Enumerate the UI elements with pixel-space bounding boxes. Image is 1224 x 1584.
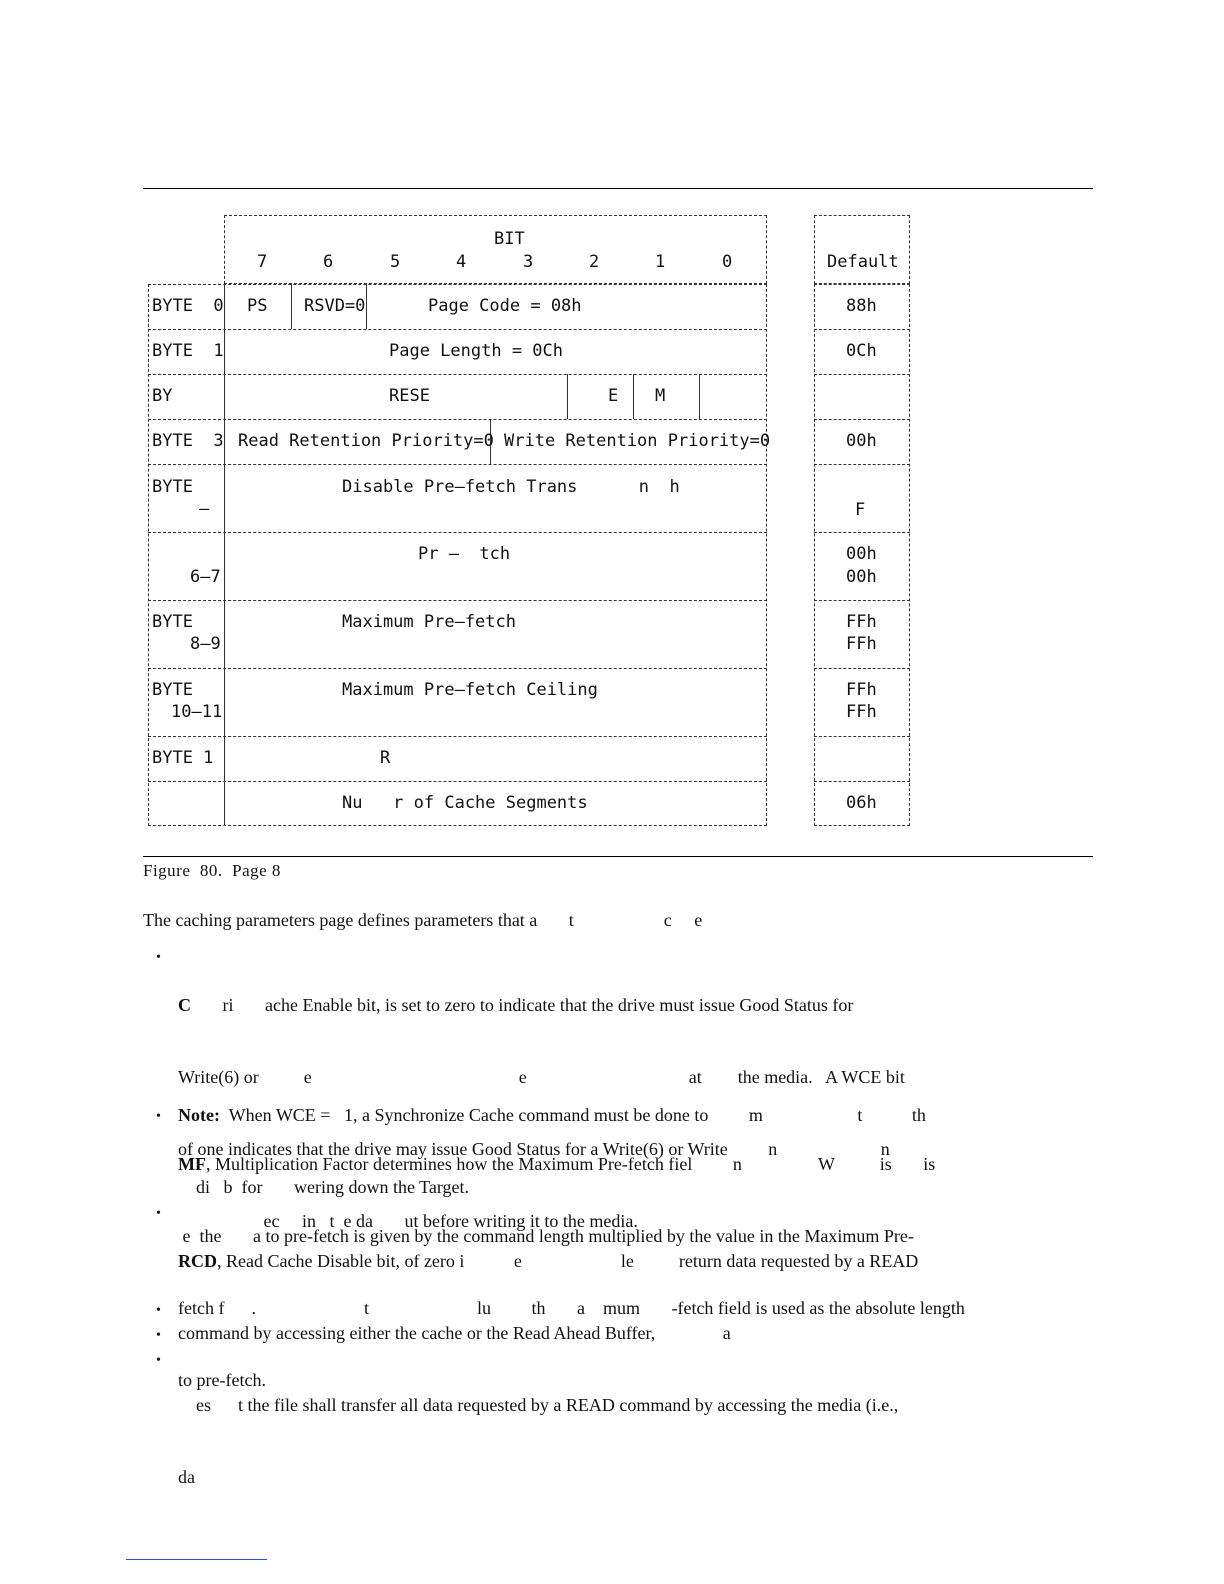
row-sep <box>814 781 910 782</box>
intro-paragraph: The caching parameters page defines parameters that a t c e <box>143 910 703 930</box>
bullet: • <box>156 1206 161 1221</box>
row-sep <box>148 374 767 375</box>
bit-5: 5 <box>390 252 401 272</box>
row-label: BY <box>152 386 173 406</box>
row-label-sub: 6—7 <box>190 567 221 587</box>
row-sep <box>814 736 910 737</box>
bit-7: 7 <box>257 252 268 272</box>
row-label: BYTE <box>152 680 193 700</box>
row-label: BYTE 0 <box>152 296 224 316</box>
cell-read-retention: Read Retention Priority=0 <box>238 431 494 451</box>
default-value: FFh <box>846 612 877 632</box>
row-sep <box>814 532 910 533</box>
default-header-box <box>814 215 910 284</box>
bit-header-box <box>224 215 767 284</box>
default-header: Default <box>827 252 899 272</box>
para-line: fetch f . t lu th a mum -fetch field is used as the absolute length <box>178 1298 965 1318</box>
para-line: , Multiplication Factor determines how the Maximum Pre-fetch fiel n W is is <box>205 1154 936 1174</box>
row-sep <box>814 464 910 465</box>
default-value: 00h <box>846 431 877 451</box>
figure-caption: Figure 80. Page 8 <box>143 861 281 880</box>
row-sep <box>148 781 767 782</box>
bullet: • <box>156 1303 161 1318</box>
row-label: BYTE 3 <box>152 431 224 451</box>
row-sep <box>814 419 910 420</box>
note-label: Note: <box>178 1105 220 1125</box>
default-value: F <box>855 500 866 520</box>
default-value: FFh <box>846 634 877 654</box>
row-sep <box>148 464 767 465</box>
cell-divider <box>567 374 568 419</box>
para-line: ri ache Enable bit, is set to zero to indicate that the drive must issue Good Status for <box>191 995 854 1015</box>
para-line: di b for wering down the Target. <box>178 1177 470 1197</box>
row-sep <box>814 374 910 375</box>
default-value: 06h <box>846 793 877 813</box>
cell-max-prefetch-ceiling: Maximum Pre—fetch Ceiling <box>342 680 598 700</box>
para-line: es t the file shall transfer all data requested by a READ command by accessing the media (i.e., <box>178 1395 899 1415</box>
cell-reserved-12: R <box>380 748 391 768</box>
para-line: to pre-fetch. <box>178 1370 266 1390</box>
bit-1: 1 <box>655 252 666 272</box>
footer-link[interactable] <box>126 1559 267 1560</box>
bullet: • <box>156 1328 161 1343</box>
cell-rsvd: RSVD=0 <box>304 296 366 316</box>
row-sep <box>148 736 767 737</box>
row-label-sub: — <box>199 499 210 519</box>
para-line: of one indicates that the drive may issue Good Status for a Write(6) or Write n n <box>178 1139 890 1159</box>
row-sep <box>148 532 767 533</box>
term-bold: RCD <box>178 1251 217 1271</box>
row-sep <box>148 329 767 330</box>
row-sep <box>148 668 767 669</box>
default-value: 88h <box>846 296 877 316</box>
para-line: e the a to pre-fetch is given by the command length multiplied by the value in the Maximum Pre- <box>178 1226 914 1246</box>
bullet: • <box>156 950 161 965</box>
cell-e: E <box>608 386 619 406</box>
caption-rule <box>143 856 1093 857</box>
top-rule <box>143 188 1093 189</box>
row-sep <box>148 600 767 601</box>
row-label: BYTE 1 <box>152 341 224 361</box>
cell-min-prefetch: Pr — tch <box>418 544 511 564</box>
bit-2: 2 <box>589 252 600 272</box>
row-label: BYTE 1 <box>152 748 214 768</box>
cell-page-code: Page Code = 08h <box>428 296 582 316</box>
cell-divider <box>633 374 634 419</box>
row-sep <box>814 329 910 330</box>
row-label-sub: 8—9 <box>190 634 221 654</box>
row-label: BYTE <box>152 612 193 632</box>
cell-cache-segments: Nu r of Cache Segments <box>342 793 588 813</box>
row-label: BYTE <box>152 477 193 497</box>
default-value: FFh <box>846 680 877 700</box>
default-value: FFh <box>846 702 877 722</box>
para-line: Write(6) or e e at the media. A WCE bit <box>178 1067 905 1087</box>
bit-4: 4 <box>456 252 467 272</box>
para-line: command by accessing either the cache or the Read Ahead Buffer, a <box>178 1323 731 1343</box>
cell-page-length: Page Length = 0Ch <box>389 341 563 361</box>
label-divider <box>224 284 225 826</box>
cell-disable-prefetch: Disable Pre—fetch Trans n h <box>342 477 680 497</box>
row-sep <box>814 600 910 601</box>
default-value: 0Ch <box>846 341 877 361</box>
cell-max-prefetch: Maximum Pre—fetch <box>342 612 516 632</box>
bullet: • <box>156 1353 161 1368</box>
term-bold: MF <box>178 1154 206 1174</box>
row-sep <box>148 419 767 420</box>
cell-reserved: RESE <box>389 386 430 406</box>
row-label-sub: 10—11 <box>171 702 223 722</box>
default-value: 00h <box>846 544 877 564</box>
rcd-paragraph <box>178 1201 1093 1513</box>
para-line: da <box>178 1467 195 1487</box>
cell-ps: PS <box>247 296 268 316</box>
cell-write-retention: Write Retention Priority=0 <box>504 431 771 451</box>
term-bold: C <box>178 995 191 1015</box>
cell-divider <box>291 284 292 329</box>
cell-divider <box>366 284 367 329</box>
bit-0: 0 <box>722 252 733 272</box>
para-line: , Read Cache Disable bit, of zero i e le return data requested by a READ <box>217 1251 919 1271</box>
row-sep <box>814 668 910 669</box>
para-line: When WCE = 1, a Synchronize Cache command must be done to m t th <box>219 1105 926 1125</box>
default-value: 00h <box>846 567 877 587</box>
para-line: ec in t e da ut before writing it to the media. <box>178 1211 638 1231</box>
bit-3: 3 <box>523 252 534 272</box>
bullet: • <box>156 1109 161 1124</box>
bit-6: 6 <box>323 252 334 272</box>
bit-header: BIT <box>494 229 525 249</box>
cell-divider <box>699 374 700 419</box>
cell-m: M <box>655 386 666 406</box>
